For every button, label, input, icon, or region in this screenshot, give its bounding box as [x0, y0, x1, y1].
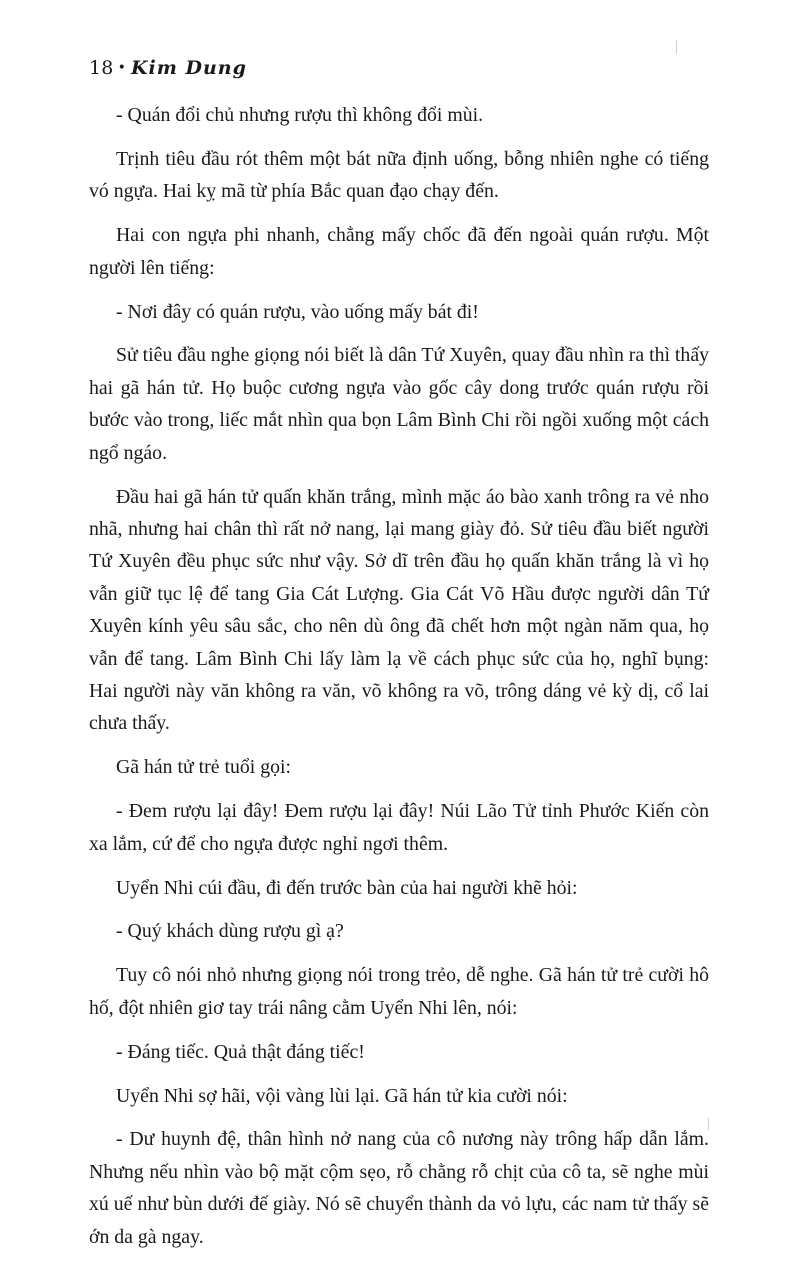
- paragraph: Hai con ngựa phi nhanh, chẳng mấy chốc đã đến ngoài quán rượu. Một người lên tiếng:: [89, 224, 709, 279]
- running-head: [89, 57, 247, 79]
- paragraph: Trịnh tiêu đầu rót thêm một bát nữa định uống, bỗng nhiên nghe có tiếng vó ngựa. Hai kỵ mã từ phía Bắc quan đạo chạy đến.: [89, 147, 709, 203]
- header-separator: •: [117, 60, 127, 76]
- paragraph: Đầu hai gã hán tử quấn khăn trắng, mình mặc áo bào xanh trông ra vẻ nho nhã, nhưng hai chân thì rất nở nang, lại mang giày đỏ. Sử tiêu đầu biết người Tứ Xuyên đều phục sức như vậy. Sở dĩ trên đầu họ quấn khăn trắng là vì họ vẫn giữ tục lệ để tang Gia Cát Lượng. Gia Cát Võ Hầu được người dân Tứ Xuyên kính yêu sâu sắc, cho nên dù ông đã chết hơn một ngàn năm qua, họ vẫn để tang. Lâm Bình Chi lấy làm lạ về cách phục sức của họ, nghĩ bụng: Hai người này văn không ra văn, võ không ra võ, trông dáng vẻ kỳ dị, cổ lai chưa thấy.: [89, 485, 709, 735]
- paragraph: - Đáng tiếc. Quả thật đáng tiếc!: [116, 1040, 365, 1063]
- paragraph: Tuy cô nói nhỏ nhưng giọng nói trong trẻo, dễ nghe. Gã hán tử trẻ cười hô hố, đột nhiên giơ tay trái nâng cằm Uyển Nhi lên, nói:: [89, 964, 709, 1019]
- scan-mark: [676, 40, 677, 54]
- paragraph: - Nơi đây có quán rượu, vào uống mấy bát đi!: [116, 300, 479, 323]
- paragraph: - Quán đổi chủ nhưng rượu thì không đổi mùi.: [116, 104, 484, 126]
- page-number: 18: [89, 57, 114, 79]
- paragraph: - Quý khách dùng rượu gì ạ?: [116, 920, 344, 943]
- paragraph: - Đem rượu lại đây! Đem rượu lại đây! Núi Lão Tử tỉnh Phước Kiến còn xa lắm, cứ để cho ngựa được nghỉ ngơi thêm.: [89, 800, 709, 855]
- body-text: [89, 99, 709, 1265]
- paragraph: Gã hán tử trẻ tuổi gọi:: [116, 756, 291, 779]
- paragraph: Uyển Nhi sợ hãi, vội vàng lùi lại. Gã hán tử kia cười nói:: [116, 1084, 568, 1107]
- author-name: Kim Dung: [131, 57, 247, 79]
- paragraph: Sử tiêu đầu nghe giọng nói biết là dân Tứ Xuyên, quay đầu nhìn ra thì thấy hai gã hán tử. Họ buộc cương ngựa vào gốc cây dong trước quán rượu rồi bước vào trong, liếc mắt nhìn qua bọn Lâm Bình Chi rồi ngồi xuống một cách ngổ ngáo.: [89, 344, 709, 464]
- paragraph: Uyển Nhi cúi đầu, đi đến trước bàn của hai người khẽ hỏi:: [116, 876, 578, 899]
- paragraph: - Dư huynh đệ, thân hình nở nang của cô nương này trông hấp dẫn lắm. Nhưng nếu nhìn vào bộ mặt cộm sẹo, rỗ chằng rỗ chịt của cô ta, sẽ nghe mùi xú uế như bùn dưới đế giày. Nó sẽ chuyển thành da vỏ lựu, các nam tử thấy sẽ ớn da gà ngay.: [89, 1128, 709, 1248]
